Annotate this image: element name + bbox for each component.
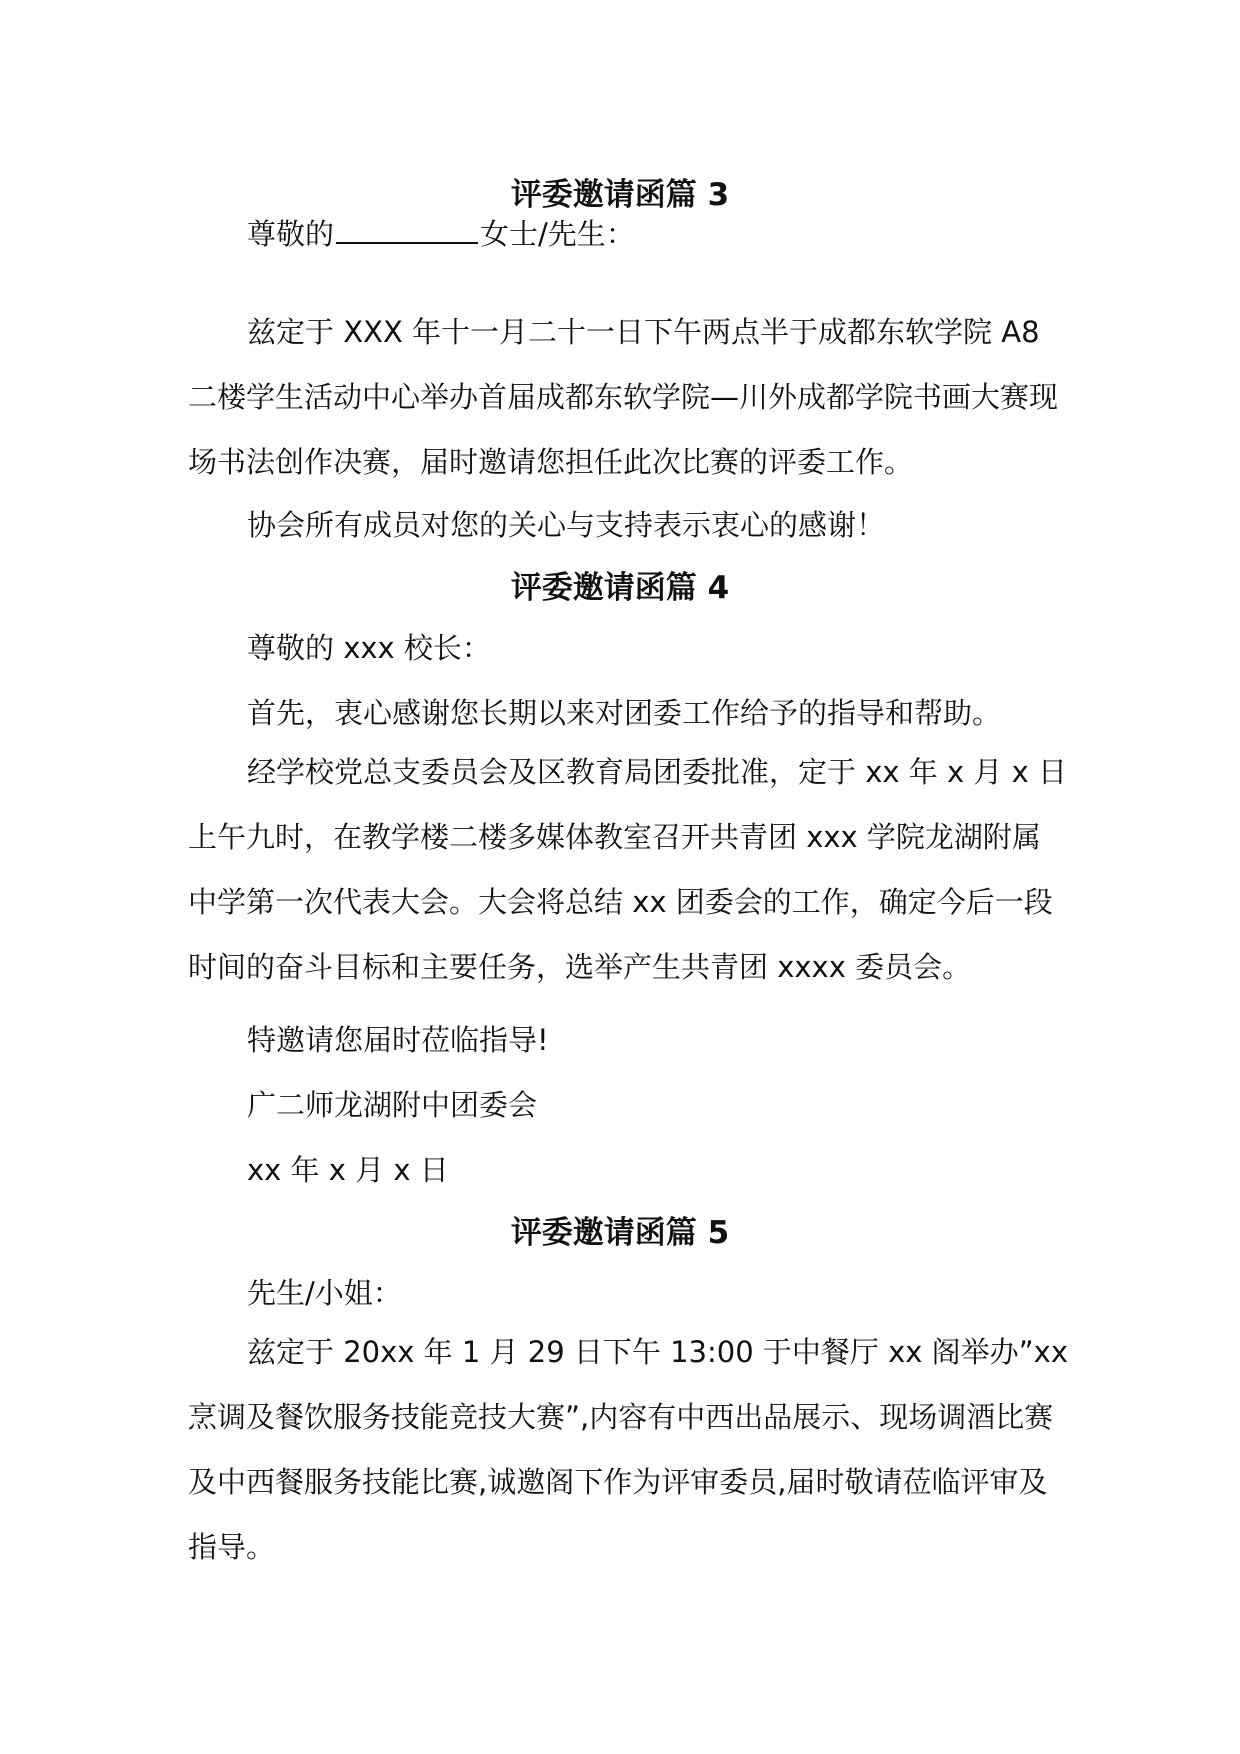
section-4-title: 评委邀请函篇 4 — [510, 570, 730, 606]
salutation-suffix: 女士/先生： — [480, 217, 635, 251]
name-blank-line — [336, 214, 478, 244]
salutation-prefix: 尊敬的 — [247, 217, 335, 251]
section-4-intro: 首先，衷心感谢您长期以来对团委工作给予的指导和帮助。 — [247, 696, 1002, 730]
section-3-body: 兹定于 XXX 年十一月二十一日下午两点半于成都东软学院 A8 二楼学生活动中心举办首届成都东软学院—川外成都学院书画大赛现场书法创作决赛，届时邀请您担任此次比赛的评委工作。 — [188, 315, 1059, 479]
section-4-invite: 特邀请您届时莅临指导! — [247, 1023, 549, 1057]
section-4-salutation: 尊敬的 xxx 校长： — [247, 631, 491, 665]
section-4-signature: 广二师龙湖附中团委会 — [247, 1088, 538, 1122]
section-4-date: xx 年 x 月 x 日 — [247, 1153, 449, 1187]
section-5-title: 评委邀请函篇 5 — [510, 1215, 730, 1251]
section-5-body: 兹定于 20xx 年 1 月 29 日下午 13:00 于中餐厅 xx 阁举办”xx 烹调及餐饮服务技能竞技大赛”,内容有中西出品展示、现场调酒比赛及中西餐服务技能比赛,诚邀阁下作为评审委员,届时敬请莅临评审及指导。 — [188, 1335, 1069, 1564]
section-3-thanks: 协会所有成员对您的关心与支持表示衷心的感谢！ — [247, 508, 886, 542]
section-4-body: 经学校党总支委员会及区教育局团委批准，定于 xx 年 x 月 x 日上午九时，在教学楼二楼多媒体教室召开共青团 xxx 学院龙湖附属中学第一次代表大会。大会将总结 xx 团委会的工作，确定今后一段时间的奋斗目标和主要任务，选举产生共青团 xxxx 委员会。 — [188, 755, 1067, 984]
section-3-salutation — [247, 214, 635, 254]
section-5-salutation: 先生/小姐： — [247, 1276, 402, 1310]
section-3-title: 评委邀请函篇 3 — [510, 177, 730, 213]
